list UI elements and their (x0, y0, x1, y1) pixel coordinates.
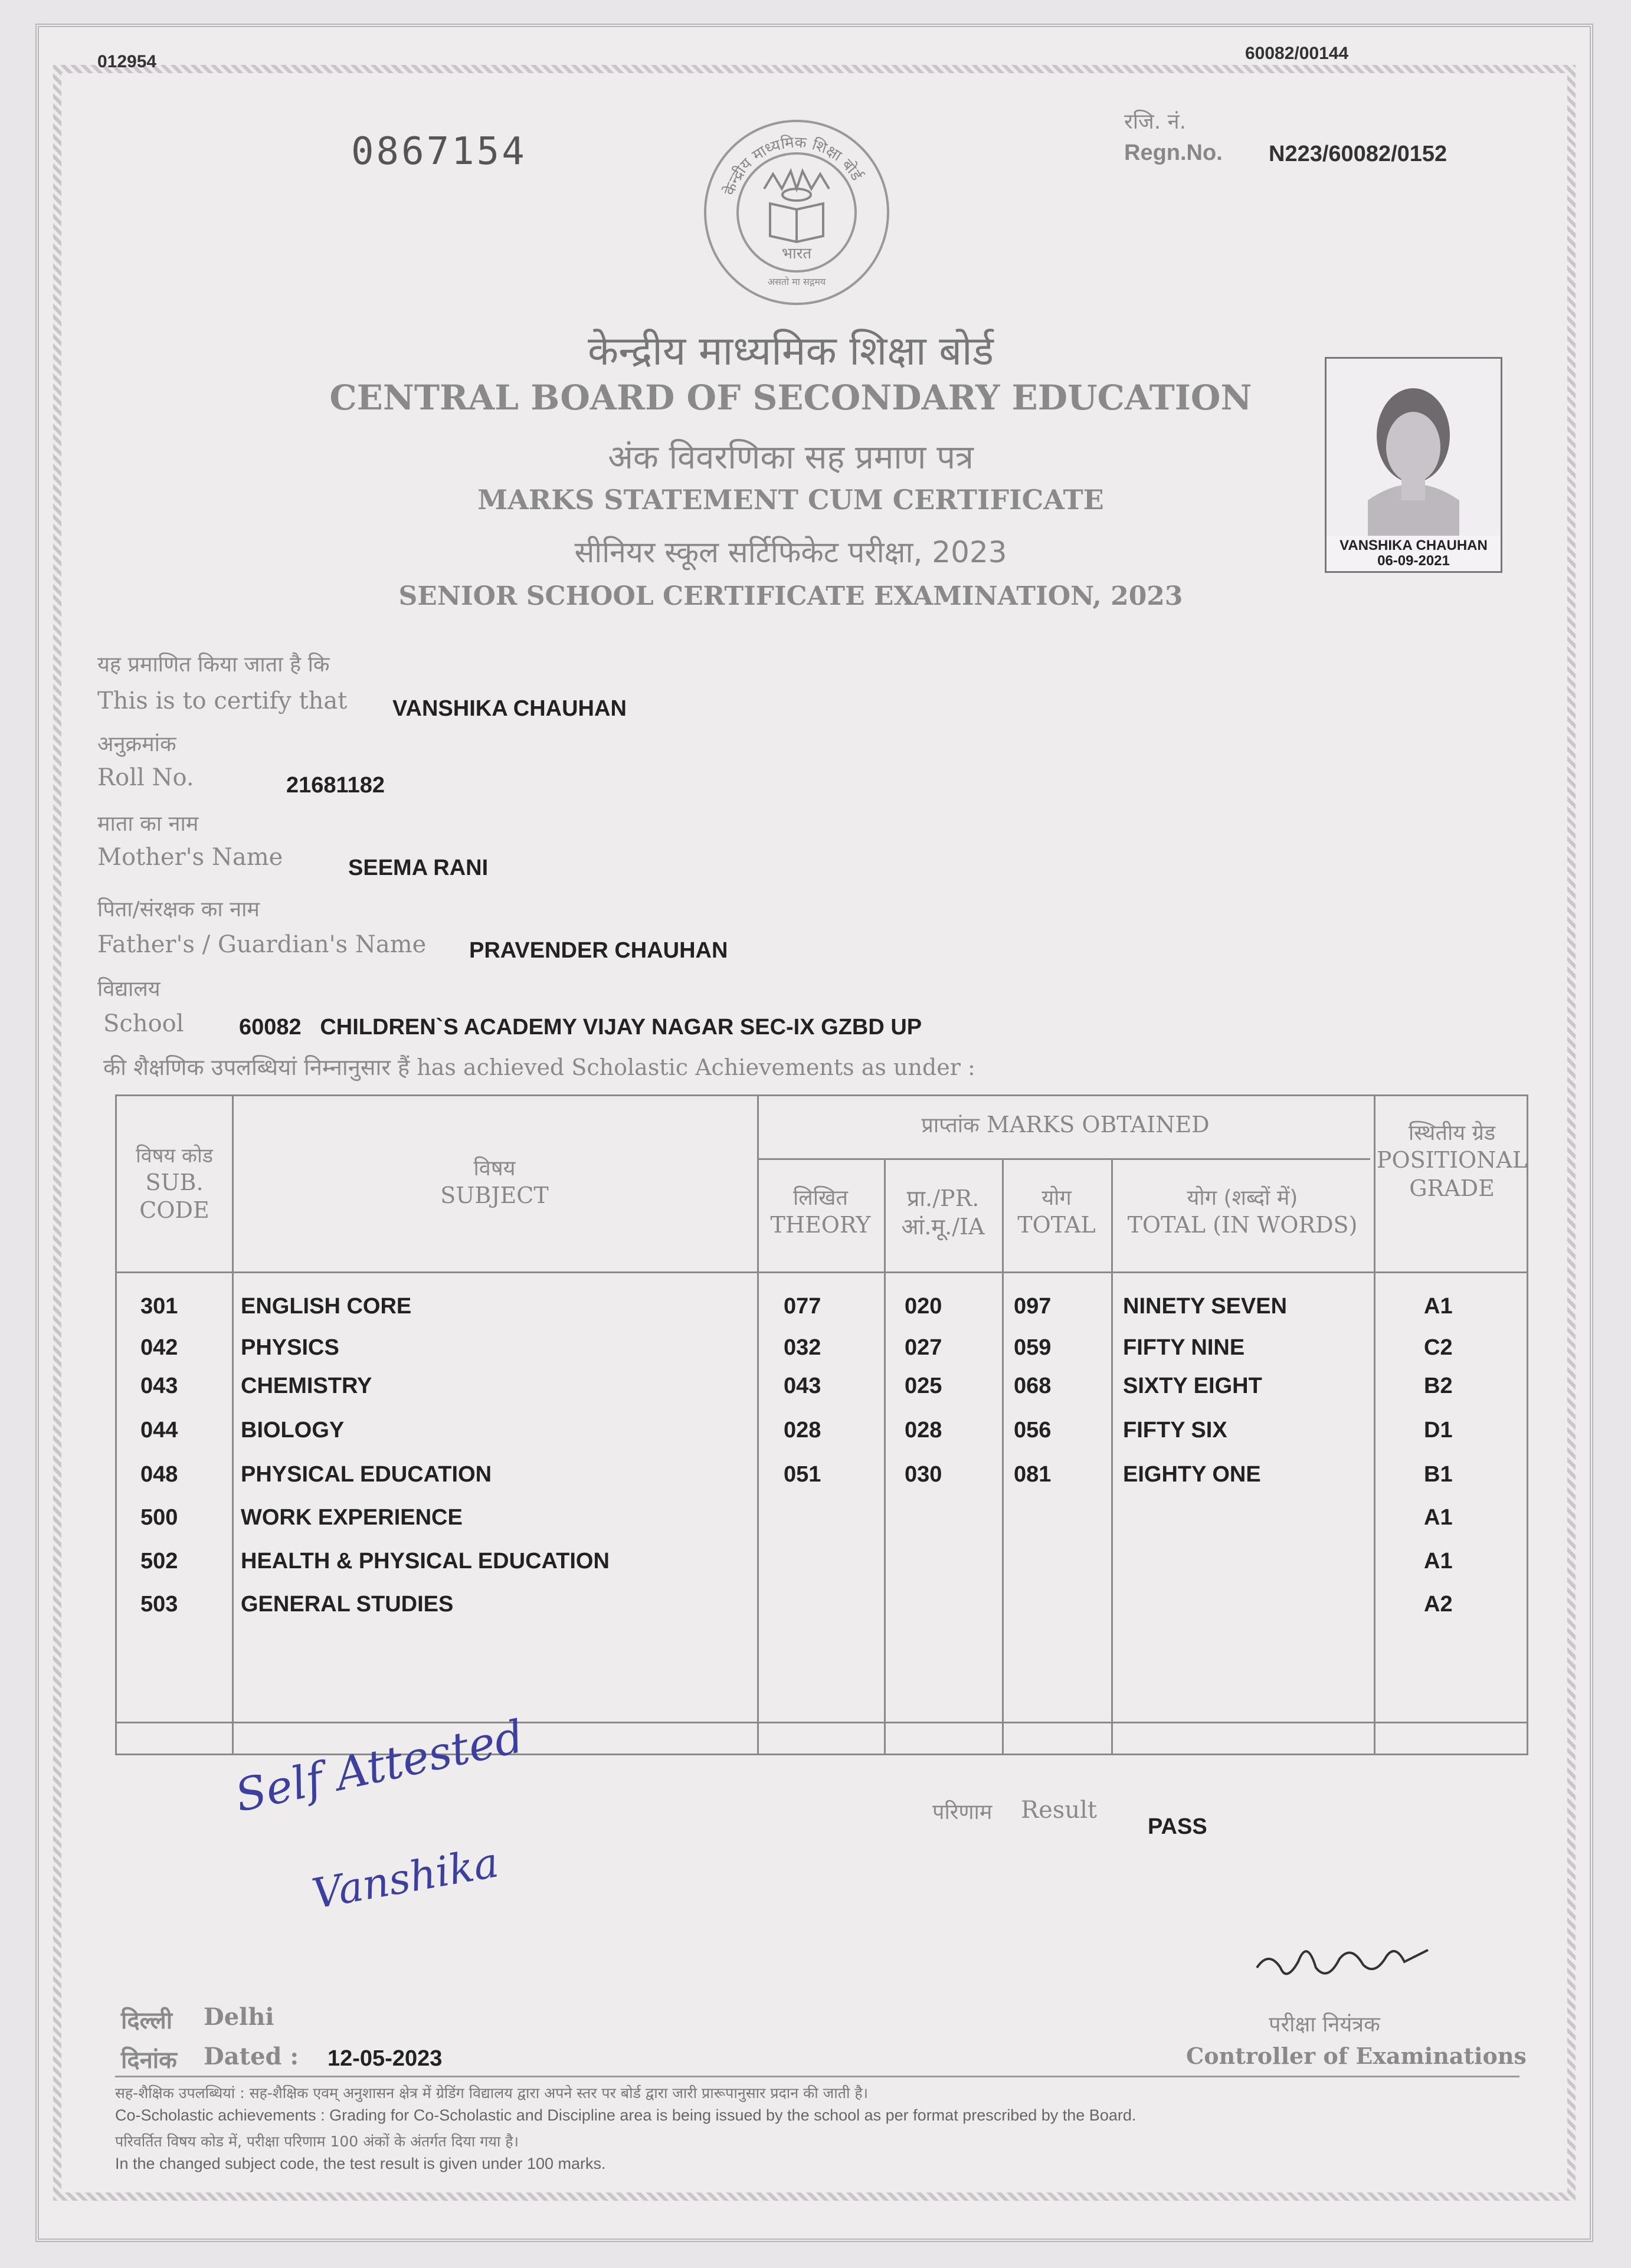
certify-label-en: This is to certify that (97, 687, 348, 715)
header-subject: विषय SUBJECT (440, 1156, 549, 1208)
roll-label-hi: अनुक्रमांक (97, 732, 176, 756)
serial-number: 0867154 (351, 130, 527, 173)
dated-label-en: Dated : (204, 2043, 299, 2070)
student-photo (1325, 357, 1502, 573)
regn-number: N223/60082/0152 (1269, 142, 1447, 166)
dated-label-hi: दिनांक (121, 2047, 177, 2074)
cbse-emblem-icon (699, 115, 894, 310)
board-name-hi: केन्द्रीय माध्यमिक शिक्षा बोर्ड (587, 328, 994, 375)
table-row: 301 ENGLISH CORE 077 020 097 NINETY SEVEN A1 (140, 1294, 1453, 1319)
certify-label-hi: यह प्रमाणित किया जाता है कि (97, 653, 330, 677)
exam-title-en: SENIOR SCHOOL CERTIFICATE EXAMINATION, 2023 (398, 581, 1183, 611)
board-name-en: CENTRAL BOARD OF SECONDARY EDUCATION (329, 378, 1252, 418)
header-positional-grade: स्थितीय ग्रेड POSITIONAL GRADE (1376, 1121, 1528, 1201)
student-signature: Vanshika (308, 1838, 502, 1919)
father-label-en: Father's / Guardian's Name (97, 931, 427, 958)
result-label-hi: परिणाम (932, 1800, 993, 1824)
table-row: 048 PHYSICAL EDUCATION 051 030 081 EIGHTY ONE B1 (140, 1462, 1453, 1487)
note-subject-code-en: In the changed subject code, the test result is given under 100 marks. (115, 2155, 606, 2172)
table-row: 502 HEALTH & PHYSICAL EDUCATION A1 (140, 1549, 1453, 1574)
marks-table (115, 1094, 1528, 1755)
self-attested-text: Self Attested (230, 1709, 528, 1823)
footer-divider (115, 2076, 1519, 2077)
header-practical: प्रा./PR. आं.मू./IA (901, 1185, 985, 1240)
doc-title-en: MARKS STATEMENT CUM CERTIFICATE (477, 484, 1104, 516)
corner-right-code: 60082/00144 (1245, 44, 1349, 63)
note-subject-code-hi: परिवर्तित विषय कोड में, परीक्षा परिणाम 100 अंकों के अंतर्गत दिया गया है। (115, 2133, 519, 2150)
achievements-intro: की शैक्षणिक उपलब्धियां निम्नानुसार हैं has achieved Scholastic Achievements as under : (103, 1054, 975, 1080)
header-marks-obtained: प्राप्तांक MARKS OBTAINED (921, 1112, 1210, 1138)
doc-title-hi: अंक विवरणिका सह प्रमाण पत्र (608, 438, 974, 477)
place-label-hi: दिल्ली (121, 2007, 173, 2034)
table-row: 503 GENERAL STUDIES A2 (140, 1592, 1453, 1617)
controller-signature-icon (1251, 1926, 1440, 1991)
father-label-hi: पिता/संरक्षक का नाम (97, 897, 260, 922)
roll-number: 21681182 (286, 773, 385, 798)
controller-label-en: Controller of Examinations (1186, 2043, 1527, 2069)
place-label-en: Delhi (204, 2003, 274, 2031)
result-label-en: Result (1021, 1797, 1097, 1824)
header-total-words: योग (शब्दों में) TOTAL (IN WORDS) (1127, 1186, 1358, 1238)
result-value: PASS (1148, 1814, 1207, 1839)
table-row: 042 PHYSICS 032 027 059 FIFTY NINE C2 (140, 1335, 1453, 1360)
note-co-scholastic-hi: सह-शैक्षिक उपलब्धियां : सह-शैक्षिक एवम् अनुशासन क्षेत्र में ग्रेडिंग विद्यालय द्वारा अपने स्तर पर बोर्ड द्वारा जारी प्रारूपानुसार प्रदान की जाती है। (115, 2085, 869, 2102)
table-row: 043 CHEMISTRY 043 025 068 SIXTY EIGHT B2 (140, 1374, 1453, 1398)
exam-title-hi: सीनियर स्कूल सर्टिफिकेट परीक्षा, 2023 (574, 535, 1007, 569)
header-theory: लिखित THEORY (770, 1186, 871, 1238)
header-total: योग TOTAL (1017, 1186, 1096, 1238)
student-name: VANSHIKA CHAUHAN (392, 696, 627, 721)
header-sub-code: विषय कोड SUB. CODE (136, 1144, 213, 1223)
mother-label-hi: माता का नाम (97, 812, 199, 836)
table-row: 500 WORK EXPERIENCE A1 (140, 1505, 1453, 1530)
photo-date: 06-09-2021 (1377, 553, 1450, 569)
school-name: 60082 CHILDREN`S ACADEMY VIJAY NAGAR SEC-IX GZBD UP (239, 1015, 922, 1040)
emblem-bottom-text: भारत (781, 245, 812, 263)
corner-left-code: 012954 (97, 52, 157, 71)
controller-label-hi: परीक्षा नियंत्रक (1269, 2013, 1380, 2037)
student-portrait-icon (1327, 359, 1501, 536)
issue-date: 12-05-2023 (327, 2046, 443, 2071)
father-name: PRAVENDER CHAUHAN (469, 938, 728, 963)
table-row: 044 BIOLOGY 028 028 056 FIFTY SIX D1 (140, 1418, 1453, 1443)
photo-name: VANSHIKA CHAUHAN (1339, 537, 1488, 553)
mother-label-en: Mother's Name (97, 844, 283, 871)
regn-label-hi: रजि. नं. (1124, 110, 1187, 134)
regn-label-en: Regn.No. (1124, 140, 1223, 165)
school-label-hi: विद्यालय (97, 977, 161, 1001)
roll-label-en: Roll No. (97, 764, 194, 791)
emblem-ring-text: केन्द्रीय माध्यमिक शिक्षा बोर्ड (720, 133, 866, 198)
emblem-motto: असतो मा सद्गमय (767, 276, 826, 287)
school-label-en: School (103, 1010, 184, 1037)
mother-name: SEEMA RANI (348, 856, 489, 880)
note-co-scholastic-en: Co-Scholastic achievements : Grading for Co-Scholastic and Discipline area is being issued by the school as per format prescribed by the Board. (115, 2106, 1137, 2124)
